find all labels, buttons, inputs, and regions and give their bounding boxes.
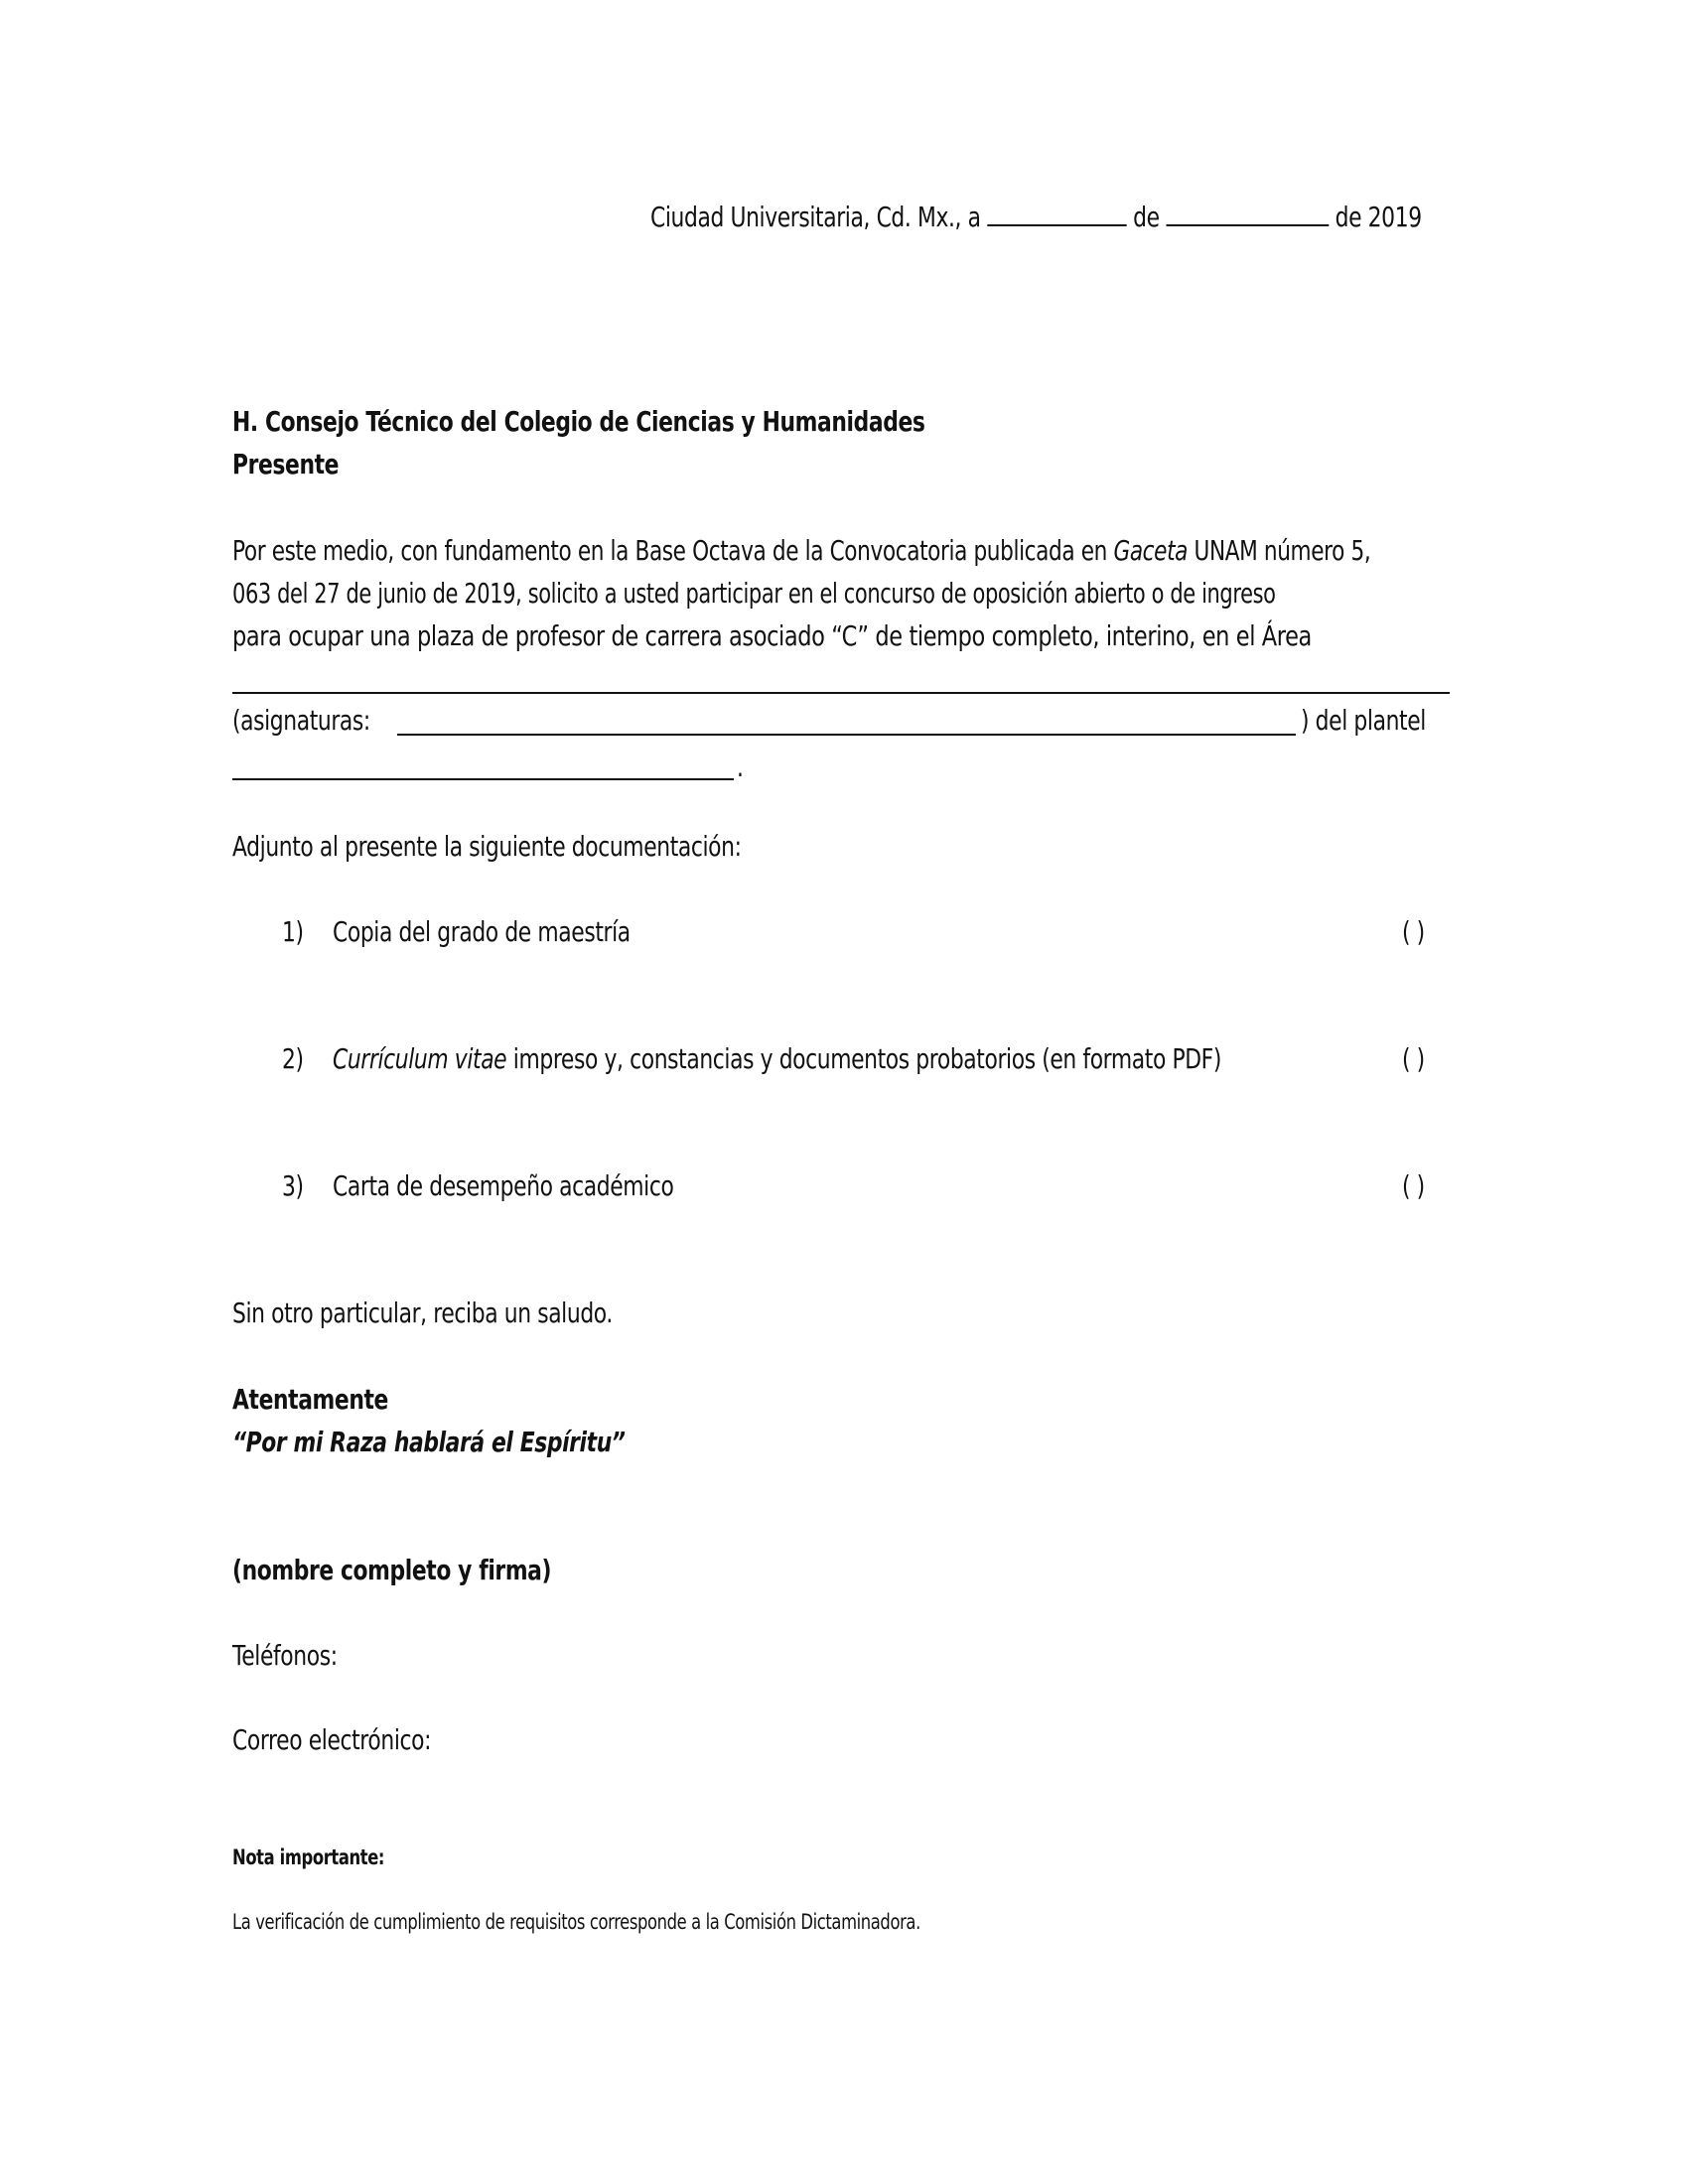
month-blank [1166, 199, 1329, 226]
correo-label: Correo electrónico: [232, 1723, 432, 1756]
body-line1-text: Por este medio, con fundamento en la Base Octava de la Convocatoria publicada en [232, 534, 1107, 567]
date-prefix: Ciudad Universitaria, Cd. Mx., a [650, 201, 981, 233]
lema: “Por mi Raza hablará el Espíritu” [232, 1426, 626, 1458]
date-line [650, 199, 1422, 235]
item-2-rest: impreso y, constancias y documentos probatorios (en formato PDF) [512, 1042, 1221, 1075]
item-2-checkbox[interactable]: ( ) [1402, 1042, 1425, 1075]
item-1-number: 1) [282, 915, 304, 948]
item-3-text: Carta de desempeño académico [333, 1169, 674, 1202]
note-text: La verificación de cumplimiento de requisitos corresponde a la Comisión Dictaminadora. [232, 1910, 920, 1934]
asignaturas-label: (asignaturas: [232, 704, 370, 737]
plantel-blank-line [232, 778, 734, 780]
curriculum-italic: Currículum vitae [333, 1042, 507, 1075]
atentamente: Atentamente [232, 1383, 388, 1416]
body-line1-end: UNAM número 5, [1194, 534, 1371, 567]
area-blank-line [232, 692, 1450, 694]
body-line1 [232, 533, 1370, 569]
item-1-text: Copia del grado de maestría [333, 915, 631, 948]
date-de: de [1133, 201, 1160, 233]
asignaturas-close: ) del plantel [1301, 704, 1426, 737]
closing-text: Sin otro particular, reciba un saludo. [232, 1297, 613, 1329]
item-3-checkbox[interactable]: ( ) [1402, 1169, 1425, 1202]
item-3-number: 3) [282, 1169, 304, 1202]
gaceta-italic: Gaceta [1113, 534, 1189, 567]
note-title: Nota importante: [232, 1845, 385, 1869]
telefonos-label: Teléfonos: [232, 1639, 338, 1672]
addressee-line1: H. Consejo Técnico del Colegio de Ciencias y Humanidades [232, 405, 925, 438]
date-year: de 2019 [1335, 201, 1422, 233]
body-line3: para ocupar una plaza de profesor de carrera asociado “C” de tiempo completo, interino, en el Área [232, 619, 1312, 652]
day-blank [987, 199, 1126, 226]
item-2-number: 2) [282, 1042, 304, 1075]
nombre-firma: (nombre completo y firma) [232, 1554, 552, 1586]
attachments-intro: Adjunto al presente la siguiente documentación: [232, 830, 742, 863]
plantel-period: . [737, 751, 744, 783]
item-2-text [333, 1041, 1221, 1077]
body-line2: 063 del 27 de junio de 2019, solicito a usted participar en el concurso de oposición abierto o de ingreso [232, 577, 1276, 610]
asignaturas-blank-line [397, 734, 1296, 736]
item-1-checkbox[interactable]: ( ) [1402, 915, 1425, 948]
addressee-line2: Presente [232, 448, 340, 480]
